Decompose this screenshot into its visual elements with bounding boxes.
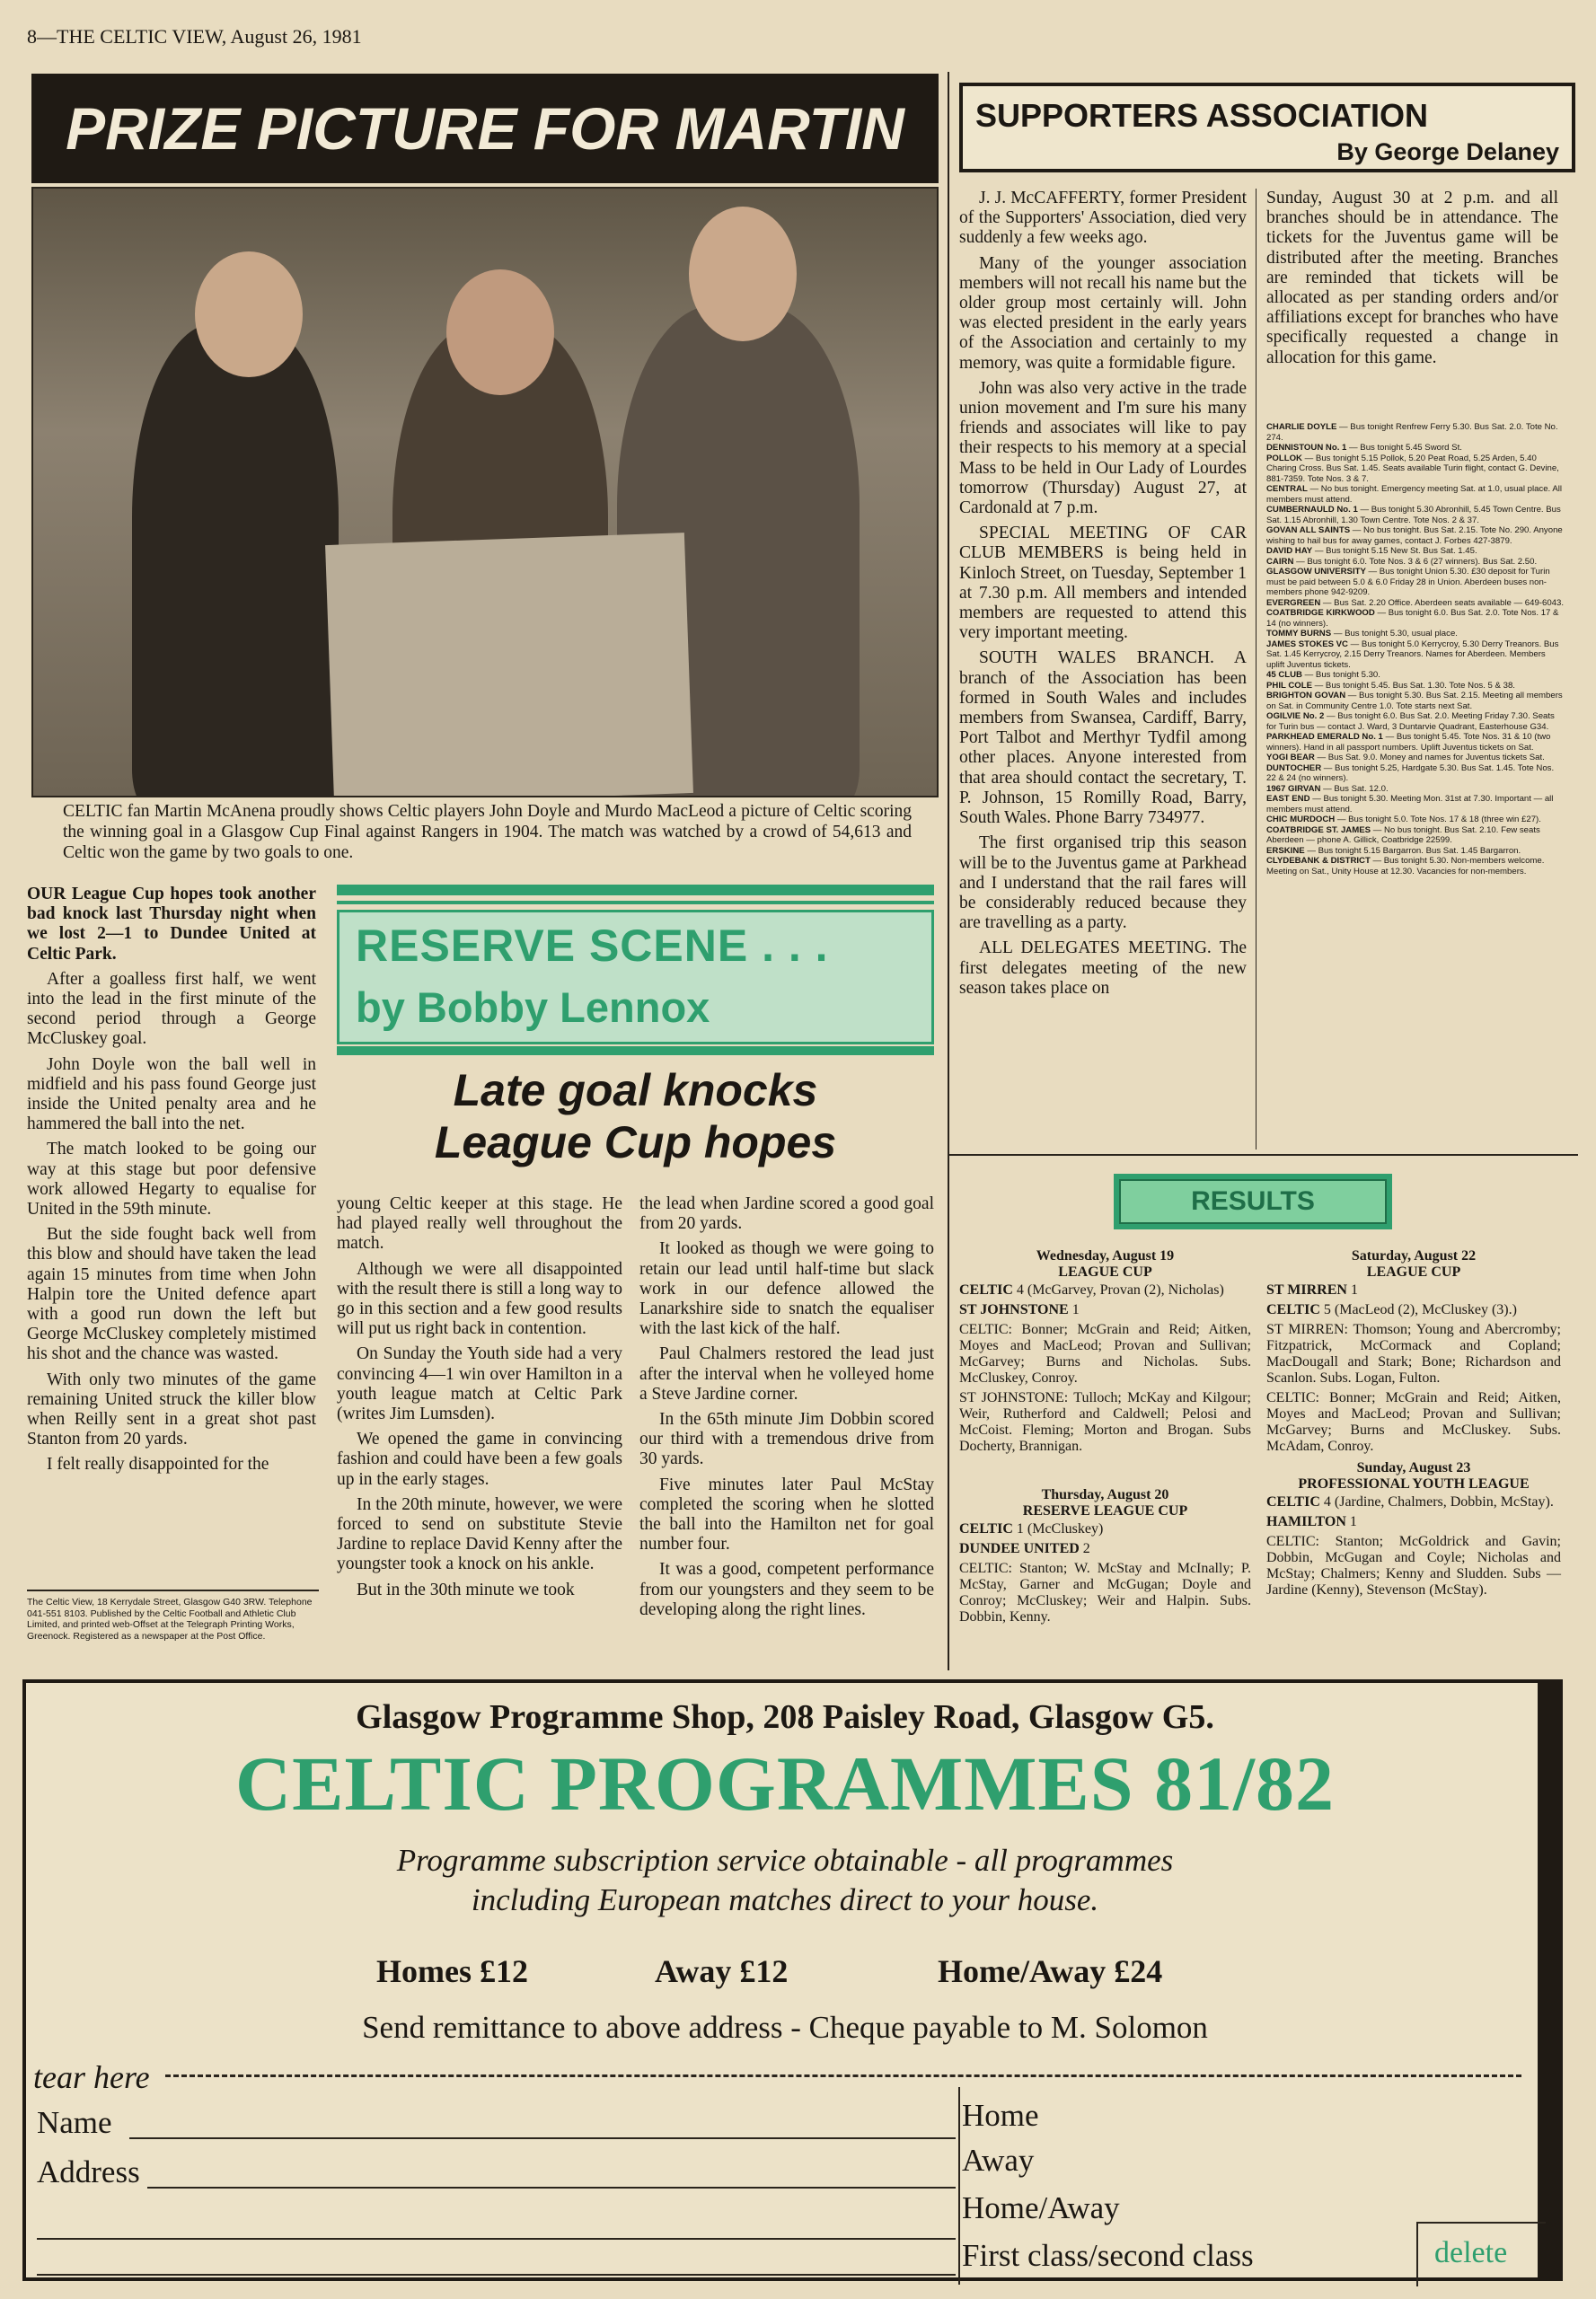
branch-notice: CUMBERNAULD No. 1 — Bus tonight 5.30 Abronhill, 5.45 Town Centre. Bus Sat. 1.15 Abronhill, 1.30 Town Centre. Tote Nos. 2 & 37. (1266, 505, 1561, 525)
branch-notices (1266, 422, 1565, 1145)
branch-notice: DUNTOCHER — Bus tonight 5.25, Hardgate 5.30. Bus Sat. 1.45. Tote Nos. 22 & 24 (no winners). (1266, 762, 1555, 783)
supporters-headline: SUPPORTERS ASSOCIATION (975, 97, 1429, 134)
report-para: After a goalless first half, we went into the lead in the first minute of the second period through a George McCluskey goal. (27, 969, 316, 1049)
supporters-para: The first organised trip this season will be to the Juventus game at Parkhead and I understand that the rail fares will be considerably reduced because they are travelling as a party. (959, 833, 1247, 933)
option-class[interactable]: First class/second class (962, 2238, 1254, 2273)
branch-notice: 45 CLUB — Bus tonight 5.30. (1266, 670, 1380, 680)
report-para: Although we were all disappointed with the result there is still a long way to go in this section and a few good results will put us right back in contention. (337, 1259, 622, 1339)
reserve-scene-byline: by Bobby Lennox (356, 983, 710, 1031)
branch-notice: CHIC MURDOCH — Bus tonight 5.0. Tote Nos. 17 & 18 (three win £27). (1266, 815, 1541, 824)
results-score: DUNDEE UNITED 2 (959, 1541, 1090, 1556)
branch-notice: PARKHEAD EMERALD No. 1 — Bus tonight 5.45. Tote Nos. 31 & 10 (two winners). Hand in all passport numbers. Uplift Juventus tickets on Sat. (1266, 732, 1551, 753)
supporters-para: ALL DELEGATES MEETING. The first delegates meeting of the new season takes place on (959, 938, 1247, 998)
supporters-para: J. J. McCAFFERTY, former President of the Supporters' Association, died very suddenly a few weeks ago. (959, 189, 1247, 248)
branch-notice: JAMES STOKES VC — Bus tonight 5.0 Kerrycroy, 5.30 Derry Treanors. Bus Sat. 1.45 Kerrycroy, 2.15 Derry Treanors. Names for Aberdeen. Members uplift Juventus tickets. (1266, 639, 1559, 670)
ad-price-both: Home/Away £24 (938, 1953, 1163, 1989)
report-para: Five minutes later Paul McStay completed the scoring when he slotted the ball into the Hamilton net for goal number four. (639, 1475, 934, 1555)
results-title: RESULTS (1119, 1179, 1387, 1224)
results-score: ST MIRREN 1 (1266, 1282, 1358, 1298)
name-label: Name (37, 2105, 112, 2140)
results-lineup: CELTIC: Stanton; McGoldrick and Gavin; Dobbin, McGugan and Coyle; Nicholas and McStay; Chalmers; Kenny and Sludden. Subs — Jardine (Kenny), Stevenson (McStay). (1266, 1534, 1561, 1598)
form-divider (958, 2087, 960, 2285)
branch-notice: PHIL COLE — Bus tonight 5.45. Bus Sat. 1.30. Tote Nos. 5 & 38. (1266, 680, 1515, 691)
ad-line1: Programme subscription service obtainable - all programmes (396, 1843, 1174, 1878)
results-lineup: ST MIRREN: Thomson; Young and Abercromby; Fitzpatrick, McCormack and Copland; MacDougall and Stark; Bone; Richardson and Scanlon. Subs. Logan, Fulton. (1266, 1322, 1561, 1386)
prize-photo (31, 187, 939, 797)
tear-line (165, 2074, 1521, 2077)
imprint: The Celtic View, 18 Kerrydale Street, Glasgow G40 3RW. Telephone 041-551 8103. Published by the Celtic Football and Athletic Club Limited, and printed web-Offset at the Telegraph Printing Works, Greenock. Registered as a newspaper at the Post Office. (27, 1590, 319, 1642)
results-lineup: ST JOHNSTONE: Tulloch; McKay and Kilgour; Weir, Rutherford and Caldwell; Pelosi and McCoist. Fleming; Morton and Brogan. Subs Docherty, Brannigan. (959, 1390, 1251, 1454)
branch-notice: 1967 GIRVAN — Bus Sat. 12.0. (1266, 783, 1389, 794)
branch-notice: GLASGOW UNIVERSITY — Bus tonight Union 5.30. £30 deposit for Turin must be paid between 5.0 & 6.0 Friday 28 in Union. Aberdeen buses non-members phone 942-9209. (1266, 567, 1550, 597)
results-date: Thursday, August 20 RESERVE LEAGUE CUP (1022, 1487, 1188, 1519)
branch-notice: CHARLIE DOYLE — Bus tonight Renfrew Ferry 5.30. Bus Sat. 2.0. Tote No. 274. (1266, 422, 1558, 443)
report-para: I felt really disappointed for the (47, 1455, 269, 1475)
branch-notice: COATBRIDGE KIRKWOOD — Bus tonight 6.0. Bus Sat. 2.0. Tote Nos. 17 & 14 (no winners). (1266, 608, 1559, 629)
reserve-scene-box (337, 885, 934, 1055)
branch-notice: ERSKINE — Bus tonight 5.15 Bargarron. Bus Sat. 1.45 Bargarron. (1266, 845, 1521, 856)
branch-notice: DENNISTOUN No. 1 — Bus tonight 5.45 Sword St. (1266, 443, 1462, 453)
results-date: Sunday, August 23 PROFESSIONAL YOUTH LEAGUE (1298, 1460, 1530, 1492)
address-field-line2[interactable] (37, 2206, 956, 2240)
report-para: Paul Chalmers restored the lead just after the interval when he volleyed home a Steve Jardine corner. (639, 1344, 934, 1404)
address-label: Address (37, 2154, 140, 2189)
report-para: It looked as though we were going to retain our lead until half-time but slack work in our defence allowed the Lanarkshire side to snatch the equaliser with the last kick of the half. (639, 1239, 934, 1339)
address-field-line3[interactable] (37, 2251, 956, 2276)
branch-notice: EAST END — Bus tonight 5.30. Meeting Mon. 31st at 7.30. Important — all members must attend. (1266, 794, 1554, 815)
report-col3 (639, 1194, 934, 1625)
report-headline-line: League Cup hopes (434, 1117, 837, 1167)
option-away[interactable]: Away (962, 2143, 1035, 2178)
results-date: Wednesday, August 19 LEAGUE CUP (1036, 1248, 1175, 1280)
report-para: the lead when Jardine scored a good goal from 20 yards. (639, 1194, 934, 1234)
ad-shop-address: Glasgow Programme Shop, 208 Paisley Road, Glasgow G5. (356, 1698, 1214, 1736)
prize-caption: CELTIC fan Martin McAnena proudly shows Celtic players John Doyle and Murdo MacLeod a picture of Celtic scoring the winning goal in a Glasgow Cup Final against Rangers in 1904. The match was watched by a crowd of 54,613 and Celtic won the game by two goals to one. (63, 802, 912, 862)
report-para: In the 65th minute Jim Dobbin scored our third with a tremendous drive from 30 yards. (639, 1410, 934, 1469)
report-para: But in the 30th minute we took (357, 1580, 575, 1599)
option-home-away[interactable]: Home/Away (962, 2190, 1120, 2225)
supporters-para: SOUTH WALES BRANCH. A branch of the Association has been formed in South Wales and includes members from Swansea, Cardiff, Barry, Port Talbot and Merthyr Tydfil among other places. Anyone interested from that area should contact the secretary, T. P. Johnson, 15 Romilly Road, Barry, South Wales. Phone Barry 734977. (959, 648, 1247, 828)
report-para: On Sunday the Youth side had a very convincing 4—1 win over Hamilton in a youth league match at Celtic Park (writes Jim Lumsden). (337, 1344, 622, 1424)
results-score: CELTIC 5 (MacLeod (2), McCluskey (3).) (1266, 1302, 1517, 1317)
report-para: It was a good, competent performance from our youngsters and they seem to be developing along the right lines. (639, 1560, 934, 1619)
ad-remittance: Send remittance to above address - Cheque payable to M. Solomon (362, 2010, 1208, 2045)
branch-notice: CENTRAL — No bus tonight. Emergency meeting Sat. at 1.0, usual place. All members must attend. (1266, 484, 1563, 505)
report-lead: OUR League Cup hopes took another bad knock last Thursday night when we lost 2—1 to Dundee United at Celtic Park. (27, 885, 316, 964)
report-headline-line: Late goal knocks (453, 1065, 818, 1115)
report-col2 (337, 1194, 622, 1606)
results-score: ST JOHNSTONE 1 (959, 1302, 1080, 1317)
ad-price-away: Away £12 (655, 1953, 789, 1989)
column-rule (1256, 189, 1257, 1150)
option-home[interactable]: Home (962, 2098, 1039, 2133)
results-right (1266, 1248, 1561, 1602)
branch-notice: EVERGREEN — Bus Sat. 2.20 Office. Aberdeen seats available — 649-6043. (1266, 597, 1565, 608)
report-headline (337, 1064, 934, 1168)
report-para: With only two minutes of the game remaining United struck the killer blow when Reilly sent in a great shot past Stanton from 20 yards. (27, 1370, 316, 1449)
programme-advert (22, 1679, 1563, 2281)
branch-notice: YOGI BEAR — Bus Sat. 9.0. Money and names for Juventus tickets Sat. (1266, 753, 1545, 762)
framed-picture (325, 533, 693, 797)
supporters-para: SPECIAL MEETING OF CAR CLUB MEMBERS is being held in Kinloch Street, on Tuesday, September 1 at 7.30 p.m. All members and intended members are requested to attend this very important meeting. (959, 524, 1247, 643)
ad-line2: including European matches direct to your house. (471, 1882, 1099, 1917)
results-score: CELTIC 4 (McGarvey, Provan (2), Nicholas) (959, 1282, 1224, 1298)
supporters-para: Sunday, August 30 at 2 p.m. and all branches should be in attendance. The tickets for the Juventus game will be distributed after the meeting. Branches are reminded that tickets will be allocated as per standing orders and/or affiliations except for branches who have specifically requested a change in allocation for this game. (1266, 189, 1558, 367)
tear-here-label: tear here (33, 2059, 150, 2095)
branch-notice: OGILVIE No. 2 — Bus tonight 6.0. Bus Sat. 2.0. Meeting Friday 7.30. Seats for Turin bus — contact J. Ward, 3 Duntarvie Quadrant, Easterhouse G34. (1266, 711, 1555, 732)
branch-notice: TOMMY BURNS — Bus tonight 5.30, usual place. (1266, 629, 1458, 639)
results-banner (1114, 1174, 1392, 1229)
results-score: HAMILTON 1 (1266, 1514, 1357, 1529)
branch-notice: POLLOK — Bus tonight 5.15 Pollok, 5.20 Peat Road, 5.25 Arden, 5.40 Charing Cross. Bus Sat. 1.45. Seats available Turin flight, contact G. Devine, 881-7359. Tote Nos. 3 & 7. (1266, 453, 1559, 484)
supporters-col1 (959, 189, 1247, 1004)
results-lineup: CELTIC: Stanton; W. McStay and McInally; P. McStay, Garner and McGugan; Doyle and Conroy; McCluskey; Weir and Halpin. Subs. Dobbin, Kenny. (959, 1561, 1251, 1625)
name-field[interactable] (129, 2105, 956, 2139)
supporters-header (959, 83, 1575, 172)
address-field[interactable] (147, 2154, 956, 2189)
results-lineup: CELTIC: Bonner; McGrain and Reid; Aitken, Moyes and MacLeod; Provan and Sullivan; McGarvey; Burns and Nicholas. Subs. McCluskey, Conroy. (959, 1322, 1251, 1386)
results-lineup: CELTIC: Bonner; McGrain and Reid; Aitken, Moyes and MacLeod; Provan and Sullivan; McGarvey; Burns and McCluskey. Subs. McAdam, Conroy. (1266, 1390, 1561, 1454)
report-para: young Celtic keeper at this stage. He had played really well throughout the match. (337, 1194, 622, 1254)
delete-box (1416, 2222, 1546, 2286)
page-folio: 8—THE CELTIC VIEW, August 26, 1981 (27, 25, 362, 48)
branch-notice: GOVAN ALL SAINTS — No bus tonight. Bus Sat. 2.15. Tote No. 290. Anyone wishing to hail bus for away games, contact J. Forbes 427-3879. (1266, 525, 1563, 546)
branch-notice: CLYDEBANK & DISTRICT — Bus tonight 5.30. Non-members welcome. Meeting on Sat., Unity House at 12.30. Vacancies for non-members. (1266, 856, 1545, 876)
delete-label: delete (1434, 2236, 1508, 2269)
reserve-scene-title: RESERVE SCENE . . . (356, 920, 829, 971)
report-col1 (27, 885, 316, 1481)
results-score: CELTIC 4 (Jardine, Chalmers, Dobbin, McStay). (1266, 1494, 1554, 1510)
branch-notice: DAVID HAY — Bus tonight 5.15 New St. Bus Sat. 1.45. (1266, 546, 1477, 556)
report-para: But the side fought back well from this blow and should have taken the lead again 15 minutes from time when John Halpin tore the United defence apart with a good run down the left but George McCluskey completely mistimed his shot and the chance was wasted. (27, 1225, 316, 1364)
results-date: Saturday, August 22 LEAGUE CUP (1351, 1248, 1477, 1280)
results-score: CELTIC 1 (McCluskey) (959, 1521, 1104, 1537)
report-para: We opened the game in convincing fashion and could have been a few goals up in the early stages. (337, 1430, 622, 1489)
prize-headline: PRIZE PICTURE FOR MARTIN (31, 74, 939, 183)
ad-price-homes: Homes £12 (376, 1953, 528, 1989)
report-para: In the 20th minute, however, we were forced to send on substitute Stevie Jardine to replace David Kenny after the youngster took a knock on his ankle. (337, 1494, 622, 1574)
ad-title: CELTIC PROGRAMMES 81/82 (235, 1740, 1335, 1827)
branch-notice: COATBRIDGE ST. JAMES — No bus tonight. Bus Sat. 2.10. Few seats Aberdeen — phone A. Gillick, Coatbridge 22599. (1266, 824, 1540, 845)
report-para: The match looked to be going our way at this stage but poor defensive work allowed Hegarty to equalise for United in the 59th minute. (27, 1140, 316, 1220)
results-left (959, 1248, 1251, 1629)
section-rule (949, 1154, 1578, 1156)
branch-notice: CAIRN — Bus tonight 6.0. Tote Nos. 3 & 6 (27 winners). Bus Sat. 2.50. (1266, 556, 1538, 567)
supporters-byline: By George Delaney (1336, 138, 1559, 165)
supporters-col2 (1266, 189, 1558, 374)
supporters-para: John was also very active in the trade union movement and I'm sure his many friends and associates will like to pay their respects to his memory at a special Mass to be held in Our Lady of Lourdes tomorrow (Thursday) August 27, at Cardonald at 7 p.m. (959, 378, 1247, 518)
report-para: John Doyle won the ball well in midfield and his pass found George just inside the United penalty area and he hammered the ball into the net. (27, 1054, 316, 1134)
branch-notice: BRIGHTON GOVAN — Bus tonight 5.30. Bus Sat. 2.15. Meeting all members on Sat. in Community Centre 1.0. Tote starts next Sat. (1266, 691, 1563, 711)
supporters-para: Many of the younger association members will not recall his name but the older group most certainly will. John was elected president in the early years of the Association and certainly to my memory, was quite a formidable figure. (959, 253, 1247, 373)
column-rule (948, 72, 949, 1670)
